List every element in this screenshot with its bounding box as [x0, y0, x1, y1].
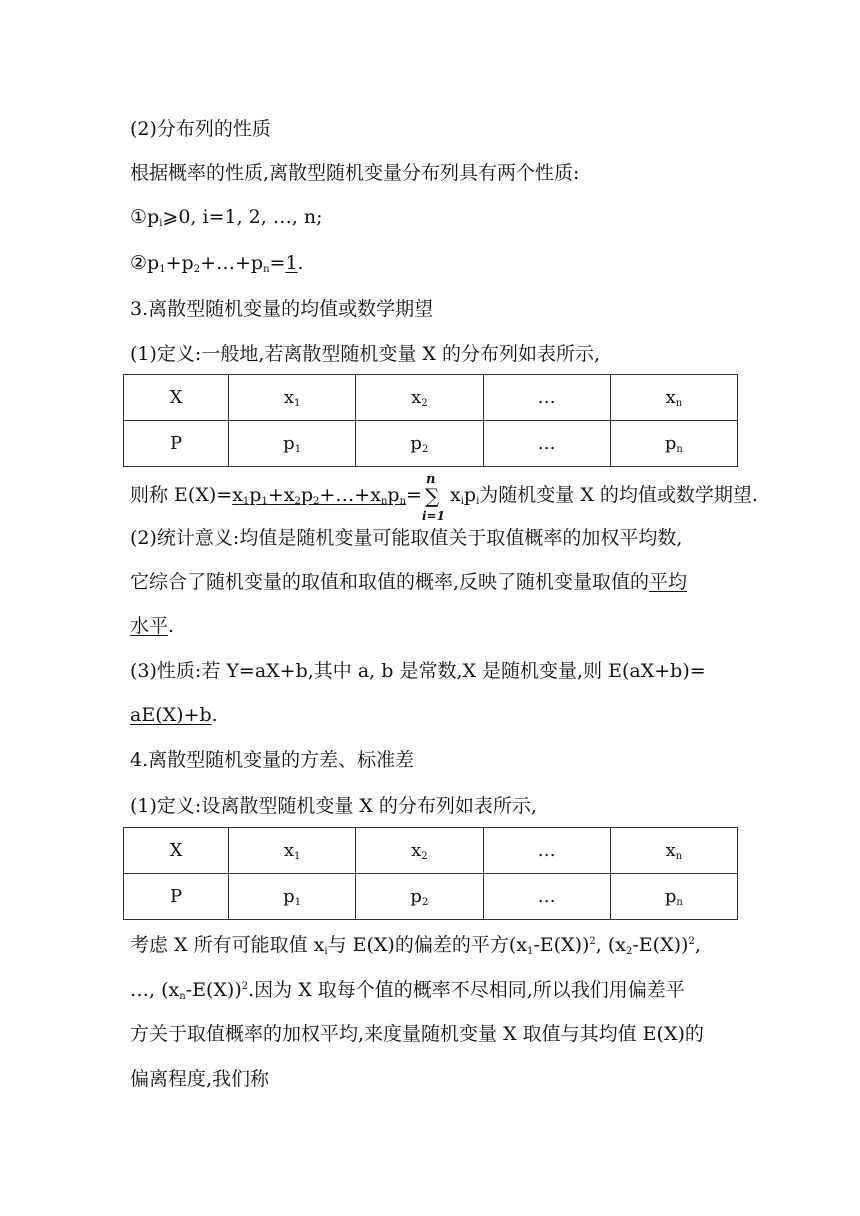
property-2: $②p_1+p_2+\dots+p_n=1$. [130, 252, 304, 275]
expectation-expansion: $x_1p_1+x_2p_2+\dots+x_np_n$ [232, 484, 407, 507]
section-4-heading: 4.离散型随机变量的方差、标准差 [130, 749, 415, 771]
table-cell: $x_n$ [610, 828, 737, 874]
section-4-definition: (1)定义:设离散型随机变量 X 的分布列如表所示, [130, 795, 537, 817]
table-cell: $p_n$ [610, 874, 737, 920]
table-cell: $p_2$ [356, 874, 483, 920]
table-cell: … [483, 421, 610, 467]
variance-text-line-3: 方关于取值概率的加权平均,来度量随机变量 X 取值与其均值 E(X)的 [130, 1023, 704, 1045]
table-cell: P [124, 874, 229, 920]
statistical-meaning-line-1: (2)统计意义:均值是随机变量可能取值关于取值概率的加权平均数, [130, 527, 683, 549]
answer-blank: 1 [285, 252, 298, 274]
table-cell: $p_1$ [229, 874, 356, 920]
variance-text-line-4: 偏离程度,我们称 [130, 1068, 270, 1090]
table-cell: … [483, 828, 610, 874]
table-cell: P [124, 421, 229, 467]
table-cell: X [124, 375, 229, 421]
table-row [124, 375, 738, 421]
property-3-line-1: (3)性质:若 Y=aX+b,其中 a, b 是常数,X 是随机变量,则 E(aX+b)= [130, 660, 706, 682]
table-cell: $x_1$ [229, 828, 356, 874]
table-cell: $x_2$ [356, 375, 483, 421]
table-cell: $p_1$ [229, 421, 356, 467]
variance-text-line-1: 考虑 X 所有可能取值 $x_i$与 E(X)的偏差的平方$(x_1-E(X))^2$, $(x_2-E(X))^2$, [130, 934, 701, 957]
section-3-heading: 3.离散型随机变量的均值或数学期望 [130, 298, 434, 320]
variance-text-line-2: …, $(x_n-E(X))^2$.因为 X 取每个值的概率不尽相同,所以我们用偏差平 [130, 979, 685, 1002]
property-3-line-2: aE(X)+b. [130, 704, 218, 726]
section-3-definition: (1)定义:一般地,若离散型随机变量 X 的分布列如表所示, [130, 343, 601, 365]
table-cell: … [483, 874, 610, 920]
statistical-meaning-line-3: 水平. [130, 615, 175, 637]
table-row [124, 828, 738, 874]
table-cell: … [483, 375, 610, 421]
table-row [124, 874, 738, 920]
expectation-formula: 则称 $E(X)=x_1p_1+x_2p_2+\dots+x_np_n=$ n ∑ i=1 $x_ip_i$为随机变量 X 的均值或数学期望. [130, 472, 758, 523]
section-2-heading: (2)分布列的性质 [130, 118, 271, 140]
summation-symbol: n ∑ i=1 [421, 472, 445, 523]
section-2-intro: 根据概率的性质,离散型随机变量分布列具有两个性质: [130, 162, 580, 184]
distribution-table-1 [123, 374, 738, 467]
statistical-meaning-line-2: 它综合了随机变量的取值和取值的概率,反映了随机变量取值的平均 [130, 571, 688, 593]
table-cell: $p_n$ [610, 421, 737, 467]
property-1: $①p_i⩾0$, i=1, 2, …, n; [130, 206, 323, 229]
table-cell: X [124, 828, 229, 874]
table-cell: $x_2$ [356, 828, 483, 874]
table-cell: $x_n$ [610, 375, 737, 421]
table-cell: $x_1$ [229, 375, 356, 421]
table-cell: $p_2$ [356, 421, 483, 467]
table-row [124, 421, 738, 467]
distribution-table-2 [123, 827, 738, 920]
